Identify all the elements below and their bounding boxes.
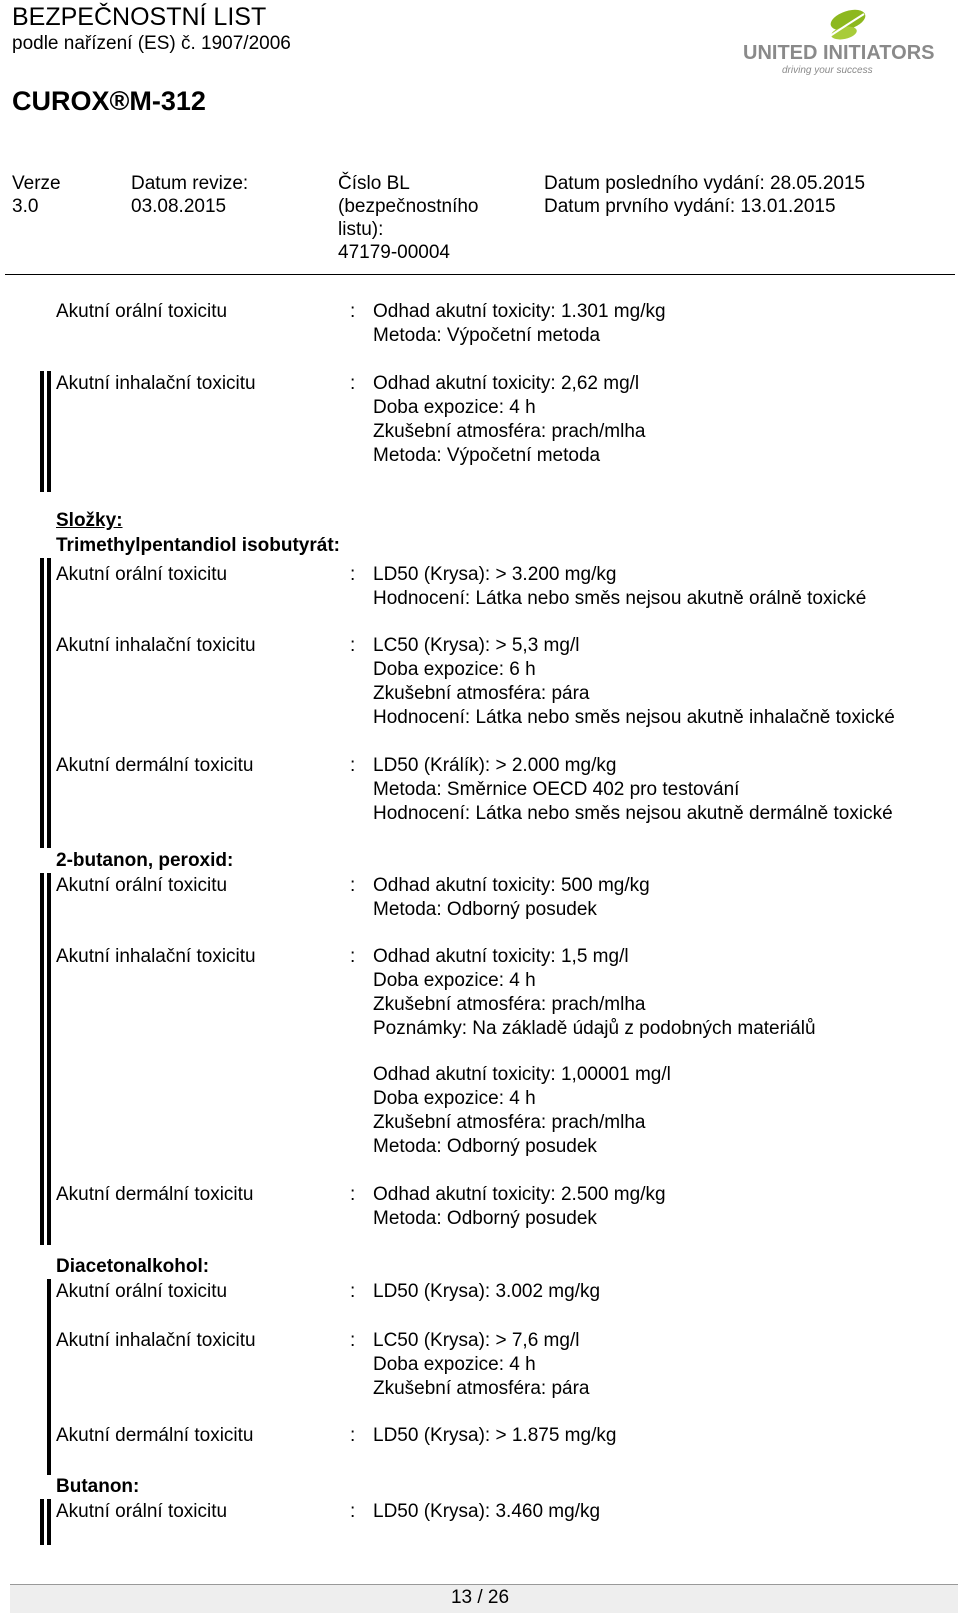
logo-wordmark: UNITED INITIATORS [743,42,935,64]
row-value: LD50 (Krysa): 3.460 mg/kg [373,1501,601,1522]
first-issue-date: Datum prvního vydání: 13.01.2015 [544,196,836,217]
row-colon: : [350,301,356,322]
header-divider [5,274,955,275]
row-value: LC50 (Krysa): > 7,6 mg/l Doba expozice: 4 h Zkušební atmosféra: pára [373,1330,590,1399]
row-label: Akutní dermální toxicitu [56,755,254,776]
revision-bar [47,1499,51,1545]
row-value: LC50 (Krysa): > 5,3 mg/l Doba expozice: 6 h Zkušební atmosféra: pára Hodnocení: Látka nebo směs nejsou akutně inhalačně toxické [373,635,895,728]
sds-number-label: Číslo BL [338,173,410,194]
row-colon: : [350,1281,356,1302]
component-name: Trimethylpentandiol isobutyrát: [56,535,340,556]
sds-number-label-cont-1: (bezpečnostního [338,196,479,217]
component-name: Butanon: [56,1476,140,1497]
sds-number-label-cont-2: listu): [338,219,384,240]
row-label: Akutní inhalační toxicitu [56,373,256,394]
component-name: Diacetonalkohol: [56,1256,210,1277]
revision-bar [40,873,44,1245]
row-colon: : [350,635,356,656]
row-colon: : [350,564,356,585]
revision-bar [40,371,44,492]
row-value: LD50 (Králík): > 2.000 mg/kg Metoda: Směrnice OECD 402 pro testování Hodnocení: Látka nebo směs nejsou akutně dermálně toxické [373,755,893,824]
revision-bar [47,558,51,848]
row-value: LD50 (Krysa): > 3.200 mg/kg Hodnocení: Látka nebo směs nejsou akutně orálně toxické [373,564,867,609]
row-colon: : [350,1425,356,1446]
row-colon: : [350,875,356,896]
version-value: 3.0 [12,196,39,217]
row-label: Akutní orální toxicitu [56,1501,228,1522]
revision-bar [47,1279,51,1475]
row-label: Akutní dermální toxicitu [56,1184,254,1205]
row-label: Akutní orální toxicitu [56,875,228,896]
row-value: Odhad akutní toxicity: 2.500 mg/kg Metoda: Odborný posudek [373,1184,666,1229]
revision-bar [47,371,51,492]
document-title: BEZPEČNOSTNÍ LIST [12,3,267,31]
row-label: Akutní inhalační toxicitu [56,635,256,656]
row-value: Odhad akutní toxicity: 500 mg/kg Metoda: Odborný posudek [373,875,650,920]
row-label: Akutní orální toxicitu [56,1281,228,1302]
row-label: Akutní inhalační toxicitu [56,1330,256,1351]
row-value: Odhad akutní toxicity: 1,00001 mg/l Doba expozice: 4 h Zkušební atmosféra: prach/mlha Metoda: Odborný posudek [373,1064,671,1157]
row-label: Akutní orální toxicitu [56,564,228,585]
row-colon: : [350,373,356,394]
last-issue-date: Datum posledního vydání: 28.05.2015 [544,173,866,194]
sds-number-value: 47179-00004 [338,242,450,263]
revision-label: Datum revize: [131,173,249,194]
row-colon: : [350,1330,356,1351]
revision-bar [40,558,44,848]
page-number: 13 / 26 [450,1587,510,1608]
revision-bar [47,873,51,1245]
row-label: Akutní orální toxicitu [56,301,228,322]
product-name: CUROX®M-312 [12,86,206,116]
row-label: Akutní inhalační toxicitu [56,946,256,967]
revision-value: 03.08.2015 [131,196,227,217]
row-colon: : [350,755,356,776]
united-initiators-logo [743,6,955,81]
components-heading: Složky: [56,510,123,531]
row-colon: : [350,1184,356,1205]
row-label: Akutní dermální toxicitu [56,1425,254,1446]
revision-bar [40,1499,44,1545]
row-value: LD50 (Krysa): > 1.875 mg/kg [373,1425,617,1446]
row-colon: : [350,946,356,967]
row-colon: : [350,1501,356,1522]
row-value: Odhad akutní toxicity: 1.301 mg/kg Metoda: Výpočetní metoda [373,301,666,346]
row-value: LD50 (Krysa): 3.002 mg/kg [373,1281,601,1302]
row-value: Odhad akutní toxicity: 1,5 mg/l Doba expozice: 4 h Zkušební atmosféra: prach/mlha Poznámky: Na základě údajů z podobných materiálů [373,946,816,1039]
component-name: 2-butanon, peroxid: [56,850,234,871]
row-value: Odhad akutní toxicity: 2,62 mg/l Doba expozice: 4 h Zkušební atmosféra: prach/mlha Metoda: Výpočetní metoda [373,373,646,466]
logo-tagline: driving your success [782,65,873,76]
regulation-subtitle: podle nařízení (ES) č. 1907/2006 [12,33,291,54]
version-label: Verze [12,173,61,194]
